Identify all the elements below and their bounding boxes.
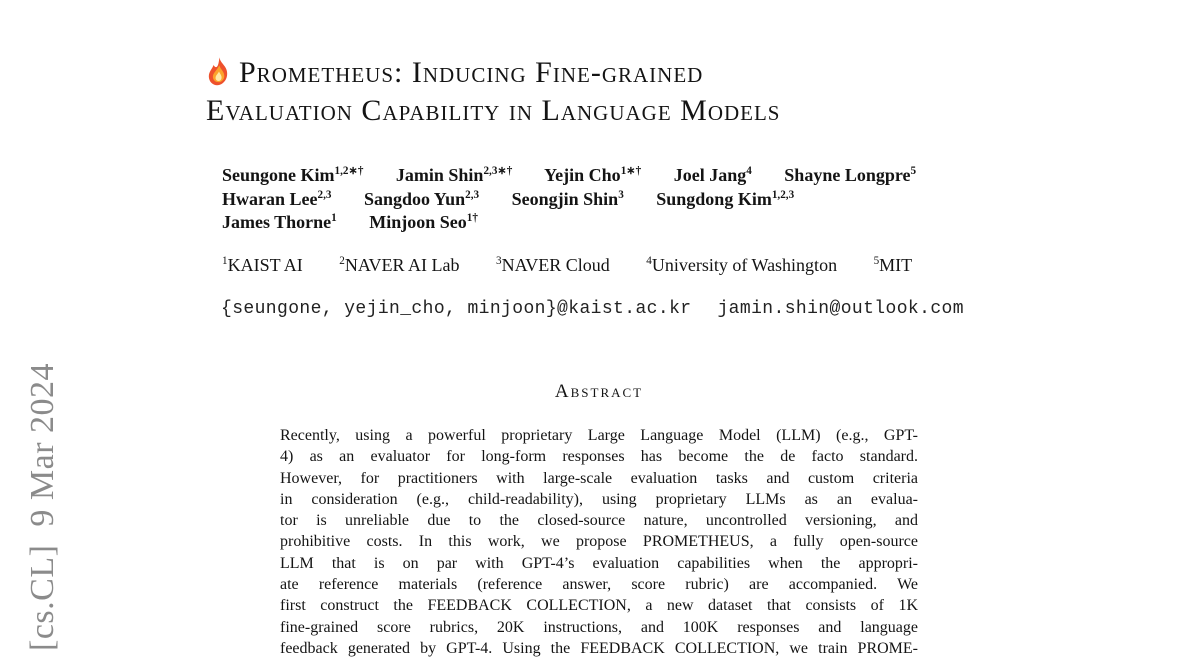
author-name: Minjoon Seo — [369, 212, 467, 232]
abstract-line: prohibitive costs. In this work, we propose PROMETHEUS, a fully open-source — [280, 533, 918, 551]
title-text-2: Evaluation Capability in Language Models — [206, 94, 781, 127]
title-line-1 — [206, 54, 986, 92]
affiliation-superscript: 4 — [646, 255, 652, 267]
author-superscript: 1† — [466, 212, 478, 224]
affiliation-item — [874, 255, 913, 275]
author-name: Seongjin Shin — [511, 188, 619, 209]
abstract-line: LLM that is on par with GPT-4’s evaluation capabilities when the appropri- — [280, 554, 918, 572]
title-text-1: Prometheus: Inducing Fine-grained — [239, 56, 704, 89]
author-name: Sangdoo Yun — [363, 188, 466, 209]
affiliation-item — [339, 255, 459, 275]
affiliation-superscript: 3 — [496, 255, 502, 267]
affiliation-superscript: 1 — [222, 255, 228, 267]
author — [784, 165, 916, 185]
author-superscript: 2,3 — [317, 188, 332, 201]
author — [656, 189, 794, 209]
abstract-line: in consideration (e.g., child-readability), using proprietary LLMs as an evalua- — [280, 490, 918, 508]
kaist-email: {seungone, yejin_cho, minjoon}@kaist.ac.kr — [221, 299, 692, 319]
affiliation-list — [222, 255, 982, 276]
author-name: Hwaran Lee — [222, 188, 318, 209]
flame-icon — [206, 57, 232, 87]
author-superscript: 1,2,3 — [771, 188, 795, 201]
author — [222, 189, 331, 209]
author — [222, 165, 363, 185]
author-superscript: 4 — [746, 165, 752, 177]
abstract-line: 4) as an evaluator for long-form responses has become the de facto standard. — [280, 448, 918, 466]
author-superscript: 5 — [910, 165, 917, 177]
author-name: Shayne Longpre — [784, 165, 911, 185]
abstract-line: Recently, using a powerful proprietary Large Language Model (LLM) (e.g., GPT- — [280, 427, 918, 444]
email-line — [221, 299, 964, 319]
author-name: James Thorne — [222, 212, 332, 232]
affiliation-name: NAVER AI Lab — [344, 255, 460, 275]
author-superscript: 3 — [618, 188, 624, 201]
affiliation-item — [646, 255, 837, 275]
title-line-2 — [206, 92, 986, 130]
author — [544, 165, 641, 185]
author-name: Jamin Shin — [395, 165, 484, 185]
affiliation-item — [496, 255, 610, 275]
author — [369, 212, 478, 232]
abstract-line: tor is unreliable due to the closed-source nature, uncontrolled versioning, and — [280, 512, 918, 530]
affiliation-name: University of Washington — [651, 255, 838, 275]
affiliation-superscript: 2 — [339, 255, 345, 267]
affiliation-name: MIT — [879, 255, 913, 275]
author-superscript: 1,2∗† — [334, 165, 364, 177]
abstract-line: ate reference materials (reference answer, score rubric) are accompanied. We — [280, 576, 918, 594]
author-row-2 — [222, 188, 982, 212]
author-superscript: 2,3 — [465, 188, 480, 201]
author-name: Yejin Cho — [544, 165, 621, 185]
arxiv-stamp: [cs.CL] 9 Mar 2024 — [24, 362, 61, 651]
author — [674, 165, 752, 185]
author-name: Seungone Kim — [222, 165, 335, 185]
author-block — [222, 164, 982, 235]
abstract-heading: Abstract — [554, 381, 644, 402]
paper-title — [206, 54, 986, 130]
affiliation-superscript: 5 — [873, 255, 880, 267]
author-name: Sungdong Kim — [656, 188, 772, 209]
author — [222, 212, 337, 232]
abstract-line: first construct the FEEDBACK COLLECTION, a new dataset that consists of 1K — [280, 597, 918, 615]
author-superscript: 2,3∗† — [483, 165, 513, 177]
author-row-1 — [222, 164, 982, 188]
author-name: Joel Jang — [673, 165, 747, 185]
affiliation-name: KAIST AI — [227, 255, 303, 275]
author-superscript: 1 — [331, 212, 337, 224]
abstract-paragraph — [280, 425, 918, 659]
affiliation-item — [222, 255, 303, 275]
author — [396, 165, 512, 185]
author-superscript: 1∗† — [620, 165, 642, 177]
abstract-line: However, for practitioners with large-scale evaluation tasks and custom criteria — [280, 469, 918, 487]
abstract-line: fine-grained score rubrics, 20K instructions, and 100K responses and language — [280, 618, 918, 636]
author — [512, 189, 624, 209]
author — [364, 189, 479, 209]
affiliation-name: NAVER Cloud — [501, 255, 610, 275]
author-row-3 — [222, 211, 982, 235]
outlook-email: jamin.shin@outlook.com — [717, 299, 964, 319]
abstract-line-clipped: feedback generated by GPT-4. Using the FEEDBACK COLLECTION, we train PROME- — [280, 639, 918, 657]
